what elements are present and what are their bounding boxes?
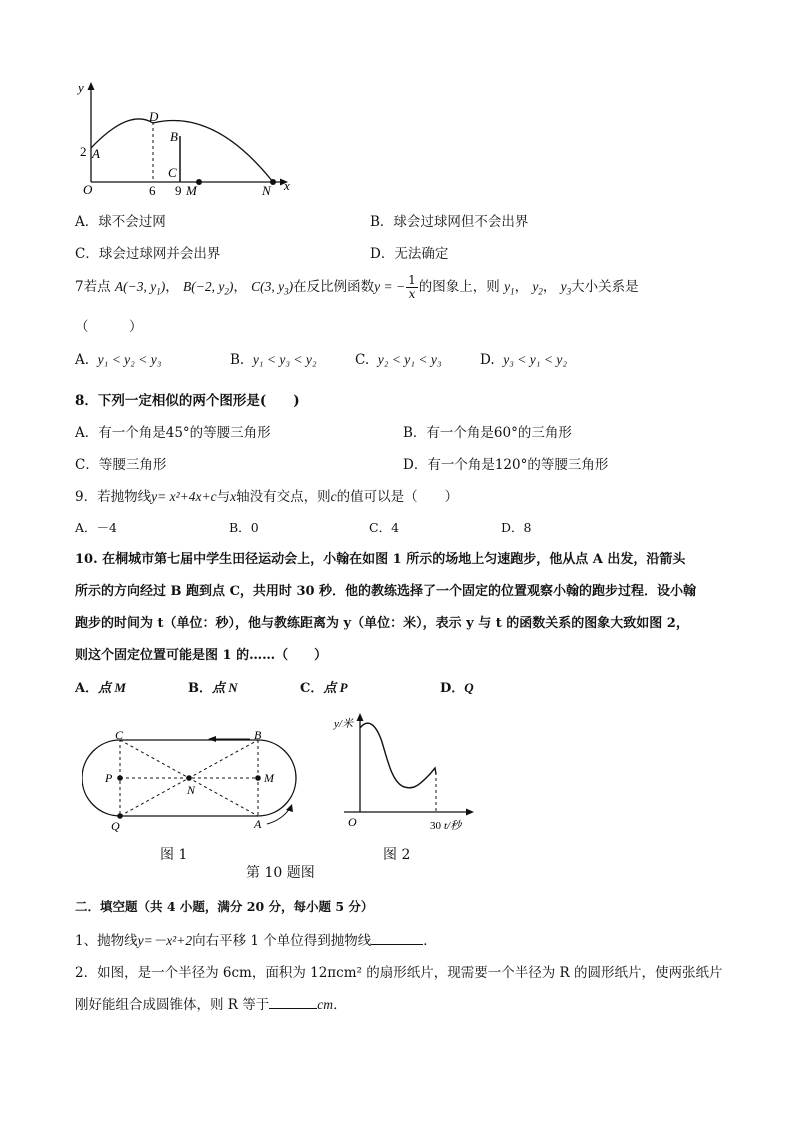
- label-6: 6: [149, 183, 156, 198]
- label-d: D: [149, 109, 159, 124]
- point-q: [117, 813, 123, 819]
- q9-option-b: B．0: [229, 520, 259, 535]
- section-2-heading: 二．填空题（共 4 小题，满分 20 分，每小题 5 分）: [75, 899, 374, 914]
- label-origin: O: [348, 815, 357, 829]
- track-figure: [82, 728, 312, 838]
- label-x: x: [284, 178, 290, 193]
- label-c: C: [115, 728, 124, 742]
- label-b: B: [170, 129, 178, 144]
- q9-option-d: D．8: [501, 520, 532, 535]
- point-n: [186, 775, 192, 781]
- label-m: M: [186, 183, 197, 198]
- point-m: [196, 179, 202, 185]
- q9-stem: 9．若抛物线y= x²+4x+c与x轴没有交点，则c的值可以是（ ）: [75, 489, 459, 505]
- figure-10-caption: 第 10 题图: [246, 865, 315, 881]
- fill-q2-line-1: 2．如图，是一个半径为 6cm，面积为 12πcm² 的扇形纸片，现需要一个半径为 R 的圆形纸片，使两张纸片: [75, 965, 723, 981]
- q10-option-b: B．点 N: [188, 680, 238, 696]
- y-axis-arrow: [357, 713, 364, 721]
- label-9: 9: [175, 183, 182, 198]
- q10-option-d: D．Q: [440, 680, 474, 696]
- q10-option-a: A．点 M: [75, 680, 126, 696]
- q10-option-c: C．点 P: [300, 680, 348, 696]
- q6-option-b: B．球会过球网但不会出界: [370, 214, 529, 230]
- q6-option-d: D．无法确定: [370, 246, 449, 262]
- figure-1-caption: 图 1: [160, 847, 188, 863]
- point-n: [270, 179, 276, 185]
- answer-blank[interactable]: [371, 932, 423, 945]
- y-axis-arrow: [88, 82, 95, 90]
- q6-option-a: A．球不会过网: [75, 214, 166, 230]
- answer-blank[interactable]: [269, 996, 317, 1009]
- distance-time-graph: [330, 712, 480, 836]
- label-p: P: [105, 771, 113, 785]
- q8-option-a: A．有一个角是45°的等腰三角形: [75, 425, 271, 441]
- q7-option-c: C. y₂ < y₁ < y₃: [355, 352, 442, 368]
- label-n: N: [262, 183, 271, 198]
- q9-option-c: C．4: [369, 520, 400, 535]
- label-b: B: [254, 728, 262, 742]
- fill-q2-line-2: 刚好能组合成圆锥体，则 R 等于 cm．: [75, 997, 347, 1013]
- x-axis-arrow: [466, 809, 474, 816]
- direction-arrow-curve-head: [286, 804, 293, 812]
- q7-option-b: B. y₁ < y₃ < y₂: [230, 352, 317, 368]
- fill-q1: 1、抛物线y=－x²+2向右平移 1 个单位得到抛物线 ．: [75, 933, 437, 949]
- label-c: C: [168, 165, 177, 180]
- distance-curve: [360, 723, 436, 788]
- figure-2-caption: 图 2: [383, 847, 411, 863]
- q8-stem: 8．下列一定相似的两个图形是( ): [75, 393, 300, 409]
- point-m: [255, 775, 261, 781]
- label-y-unit: y/米: [334, 718, 353, 730]
- q7-stem: 7若点 A(−3, $y_1$)， B(−2, $y_2$)， C(3, $y_3$)在反比例函数y = − $\frac{1}{x}$ 的图象上，则 $y_1$， $y_2$， $y_3$大小关系是: [75, 273, 639, 301]
- label-origin: O: [83, 182, 93, 197]
- q10-line-4: 则这个固定位置可能是图 1 的……（ ）: [75, 648, 328, 663]
- direction-arrow-top-head: [208, 736, 216, 742]
- point-p: [117, 775, 123, 781]
- q8-option-c: C．等腰三角形: [75, 457, 167, 473]
- fraction-one-over-x: $\frac{1}{x}$: [408, 273, 416, 301]
- label-a: A: [92, 146, 100, 161]
- label-n: N: [187, 783, 196, 797]
- q10-line-3: 跑步的时间为 t（单位：秒），他与教练距离为 y（单位：米），表示 y 与 t 的函数关系的图象大致如图 2，: [75, 616, 689, 631]
- trajectory-figure: [74, 78, 304, 200]
- q9-option-a: A．－4: [75, 520, 117, 535]
- q7-paren: （ ）: [75, 319, 143, 335]
- ball-trajectory-curve: [91, 119, 273, 182]
- label-2: 2: [80, 144, 87, 159]
- q7-option-a: A. y₁ < y₂ < y₃: [75, 352, 162, 368]
- label-m: M: [264, 771, 274, 785]
- q10-line-1: 10. 在桐城市第七届中学生田径运动会上，小翰在如图 1 所示的场地上匀速跑步，他从点 A 出发，沿箭头: [75, 552, 686, 567]
- q8-option-b: B．有一个角是60°的三角形: [403, 425, 572, 441]
- label-q: Q: [111, 819, 120, 833]
- label-30: 30: [430, 820, 441, 832]
- q10-line-2: 所示的方向经过 B 跑到点 C，共用时 30 秒．他的教练选择了一个固定的位置观察小翰的跑步过程．设小翰: [75, 584, 697, 599]
- q6-option-c: C．球会过球网并会出界: [75, 246, 221, 262]
- q7-option-d: D. y₃ < y₁ < y₂: [480, 352, 568, 368]
- label-y: y: [78, 80, 84, 95]
- label-t-unit: t/秒: [444, 820, 462, 832]
- label-a: A: [254, 817, 262, 831]
- q8-option-d: D．有一个角是120°的等腰三角形: [403, 457, 609, 473]
